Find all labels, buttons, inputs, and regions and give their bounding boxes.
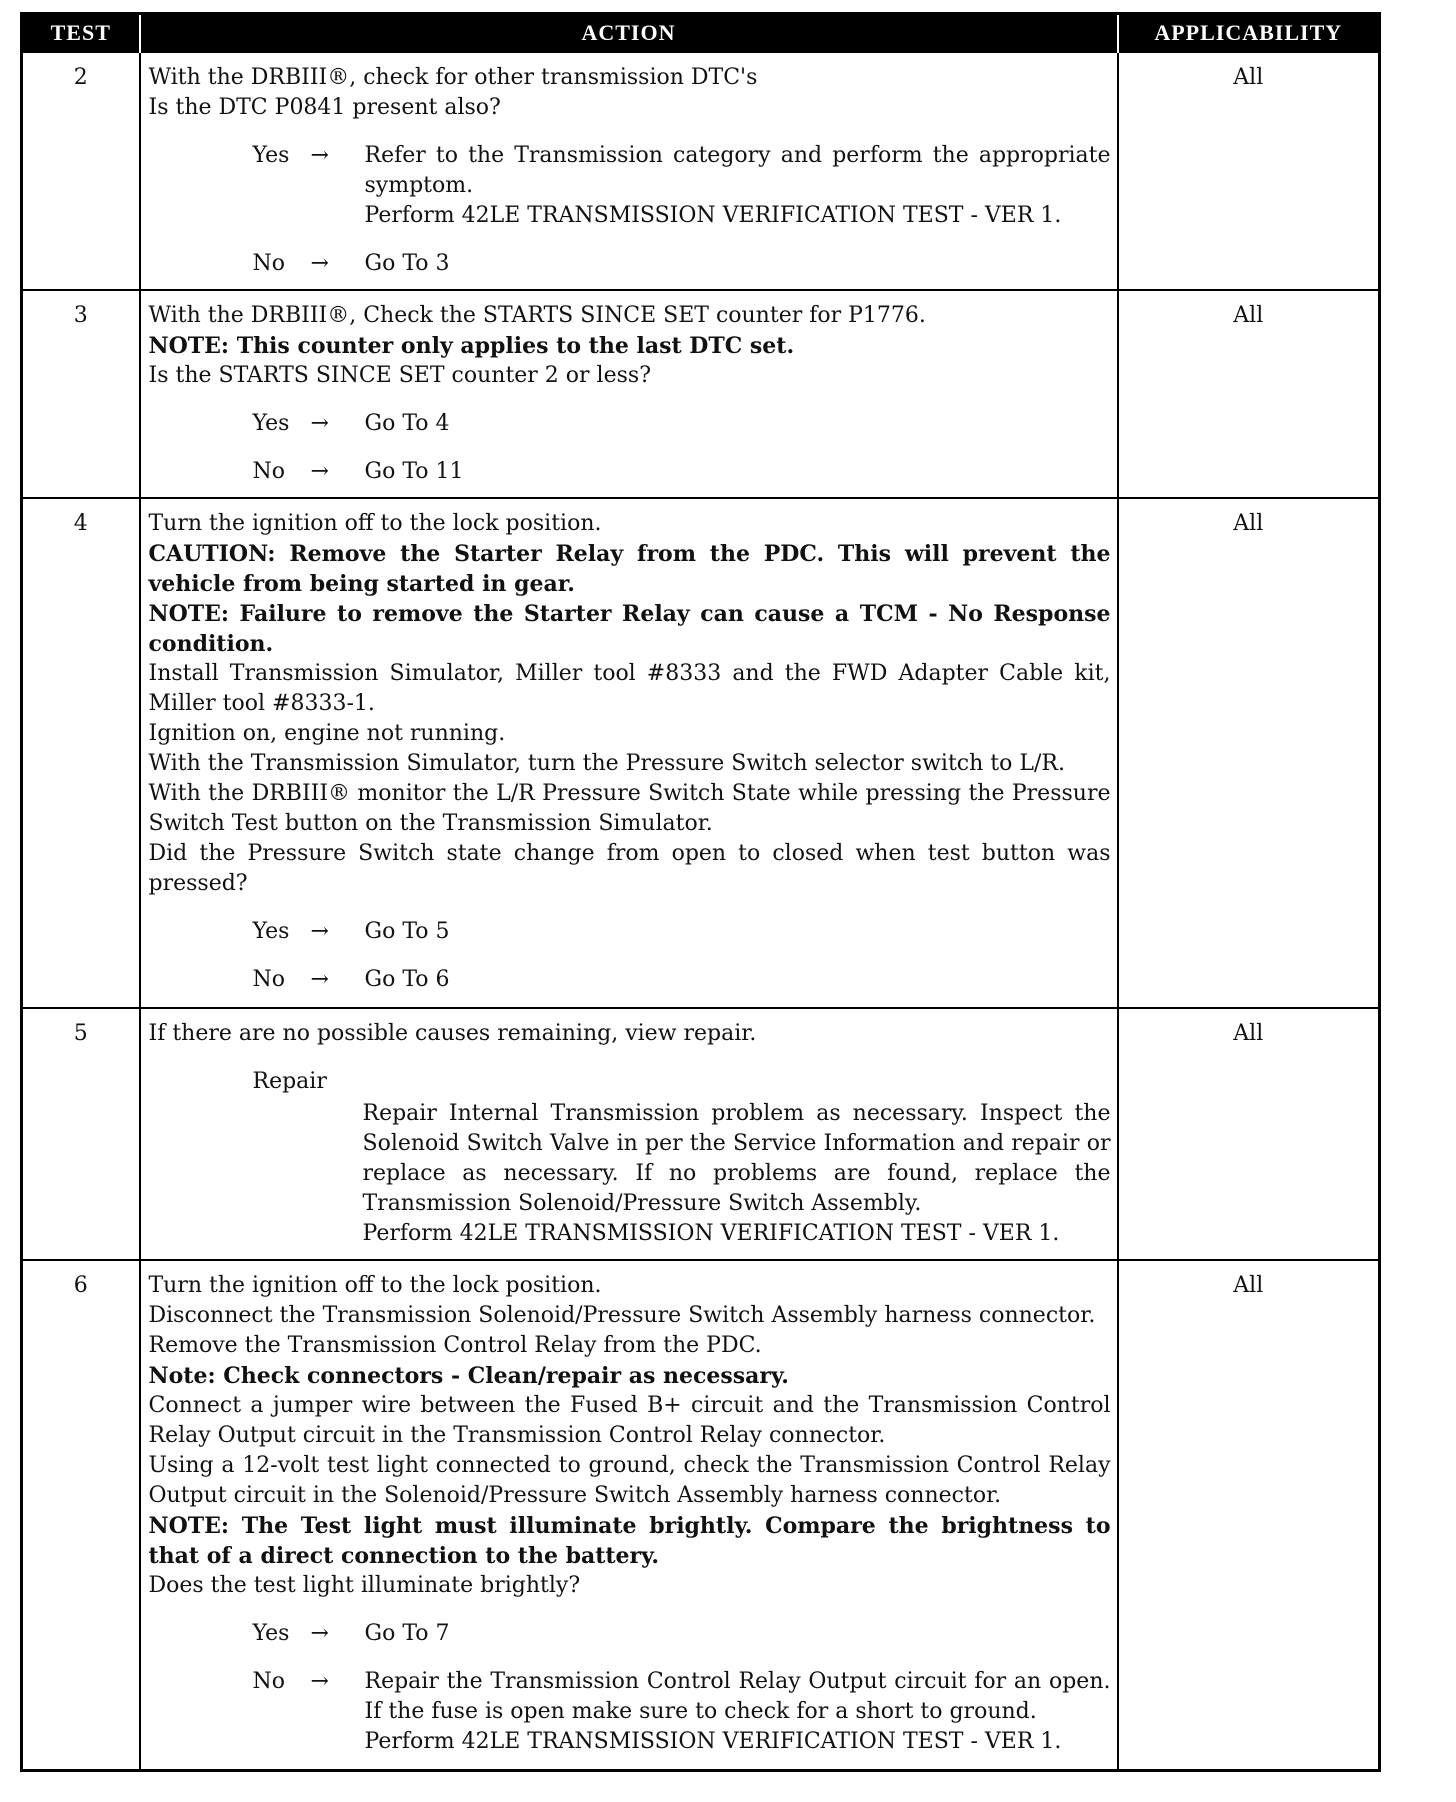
action-line: Ignition on, engine not running.: [148, 721, 506, 746]
document-page: [20, 12, 1378, 1772]
table-header-row: [22, 14, 1380, 53]
action-cell: [140, 290, 1118, 498]
yes-response: [253, 409, 1111, 439]
arrow-icon: →: [310, 967, 329, 992]
action-line: Is the DTC P0841 present also?: [148, 95, 501, 120]
action-line: With the DRBIII® monitor the L/R Pressure Switch State while pressing the Pressure Switch Test button on the Transmission Simulator.: [148, 781, 1111, 836]
action-line: Did the Pressure Switch state change from open to closed when test button was pressed?: [148, 841, 1111, 896]
no-label: No: [252, 459, 285, 484]
header-test: TEST: [22, 14, 140, 53]
applicability-value: All: [1118, 1260, 1380, 1770]
no-response: [253, 457, 1111, 487]
applicability-value: All: [1118, 498, 1380, 1008]
no-label: No: [252, 251, 285, 276]
caution-line: CAUTION: Remove the Starter Relay from the PDC. This will prevent the vehicle from being started in gear.: [148, 541, 1111, 597]
action-cell: [140, 1260, 1118, 1770]
arrow-icon: →: [310, 1669, 329, 1694]
no-response: [253, 249, 1111, 279]
yes-label: Yes: [252, 143, 290, 168]
repair-block: [363, 1099, 1111, 1249]
verification-text: Perform 42LE TRANSMISSION VERIFICATION TEST - VER 1.: [364, 203, 1062, 228]
verification-text: Perform 42LE TRANSMISSION VERIFICATION TEST - VER 1.: [362, 1221, 1060, 1246]
diagnostic-test-table: [20, 12, 1381, 1772]
no-text: Go To 6: [364, 967, 450, 992]
yes-text: Go To 7: [364, 1621, 450, 1646]
note-line: NOTE: The Test light must illuminate brightly. Compare the brightness to that of a direct connection to the battery.: [148, 1513, 1111, 1569]
repair-text: Repair Internal Transmission problem as necessary. Inspect the Solenoid Switch Valve in per the Service Information and repair or replace as necessary. If no problems are found, replace the Transmission Solenoid/Pressure Switch Assembly.: [362, 1101, 1111, 1216]
arrow-icon: →: [310, 919, 329, 944]
action-line: Does the test light illuminate brightly?: [148, 1573, 581, 1598]
arrow-icon: →: [310, 143, 329, 168]
repair-label: Repair: [252, 1069, 327, 1094]
action-line: Install Transmission Simulator, Miller tool #8333 and the FWD Adapter Cable kit, Miller tool #8333-1.: [148, 661, 1111, 716]
action-line: Turn the ignition off to the lock position.: [148, 1273, 602, 1298]
no-text: Go To 3: [364, 251, 450, 276]
applicability-value: All: [1118, 52, 1380, 290]
applicability-value: All: [1118, 1008, 1380, 1260]
action-line: With the Transmission Simulator, turn the Pressure Switch selector switch to L/R.: [148, 751, 1065, 776]
header-action: ACTION: [140, 14, 1118, 53]
yes-text: Go To 4: [364, 411, 450, 436]
action-line: Is the STARTS SINCE SET counter 2 or less?: [148, 363, 651, 388]
no-response: [253, 1667, 1111, 1757]
action-line: Connect a jumper wire between the Fused B+ circuit and the Transmission Control Relay Output circuit in the Transmission Control Relay connector.: [148, 1393, 1111, 1448]
test-number: 3: [22, 290, 140, 498]
table-row: [22, 498, 1380, 1008]
action-cell: [140, 498, 1118, 1008]
yes-response: [253, 141, 1111, 231]
yes-response: [253, 917, 1111, 947]
table-row: [22, 52, 1380, 290]
header-applicability: APPLICABILITY: [1118, 14, 1380, 53]
action-line: Using a 12-volt test light connected to ground, check the Transmission Control Relay Output circuit in the Solenoid/Pressure Switch Assembly harness connector.: [148, 1453, 1111, 1508]
note-line: NOTE: Failure to remove the Starter Relay can cause a TCM - No Response condition.: [148, 601, 1111, 657]
test-number: 4: [22, 498, 140, 1008]
action-line: Turn the ignition off to the lock position.: [148, 511, 602, 536]
no-text: Repair the Transmission Control Relay Output circuit for an open. If the fuse is open make sure to check for a short to ground.: [364, 1669, 1111, 1724]
arrow-icon: →: [310, 411, 329, 436]
test-number: 6: [22, 1260, 140, 1770]
yes-text: Go To 5: [364, 919, 450, 944]
yes-text: Refer to the Transmission category and perform the appropriate symptom.: [364, 143, 1111, 198]
yes-label: Yes: [252, 1621, 290, 1646]
table-row: [22, 1260, 1380, 1770]
yes-label: Yes: [252, 411, 290, 436]
action-line: Remove the Transmission Control Relay from the PDC.: [148, 1333, 762, 1358]
arrow-icon: →: [310, 1621, 329, 1646]
action-line: With the DRBIII®, check for other transmission DTC's: [148, 65, 758, 90]
action-line: With the DRBIII®, Check the STARTS SINCE SET counter for P1776.: [148, 303, 926, 328]
no-label: No: [252, 967, 285, 992]
applicability-value: All: [1118, 290, 1380, 498]
test-number: 5: [22, 1008, 140, 1260]
yes-response: [253, 1619, 1111, 1649]
arrow-icon: →: [310, 251, 329, 276]
no-response: [253, 965, 1111, 995]
action-line: If there are no possible causes remaining, view repair.: [148, 1021, 757, 1046]
action-line: Disconnect the Transmission Solenoid/Pressure Switch Assembly harness connector.: [148, 1303, 1096, 1328]
note-line: NOTE: This counter only applies to the last DTC set.: [148, 333, 795, 359]
no-text: Go To 11: [364, 459, 464, 484]
verification-text: Perform 42LE TRANSMISSION VERIFICATION TEST - VER 1.: [364, 1729, 1062, 1754]
action-cell: [140, 1008, 1118, 1260]
test-number: 2: [22, 52, 140, 290]
note-line: Note: Check connectors - Clean/repair as necessary.: [148, 1363, 789, 1389]
no-label: No: [252, 1669, 285, 1694]
table-row: [22, 1008, 1380, 1260]
table-row: [22, 290, 1380, 498]
action-cell: [140, 52, 1118, 290]
yes-label: Yes: [252, 919, 290, 944]
arrow-icon: →: [310, 459, 329, 484]
